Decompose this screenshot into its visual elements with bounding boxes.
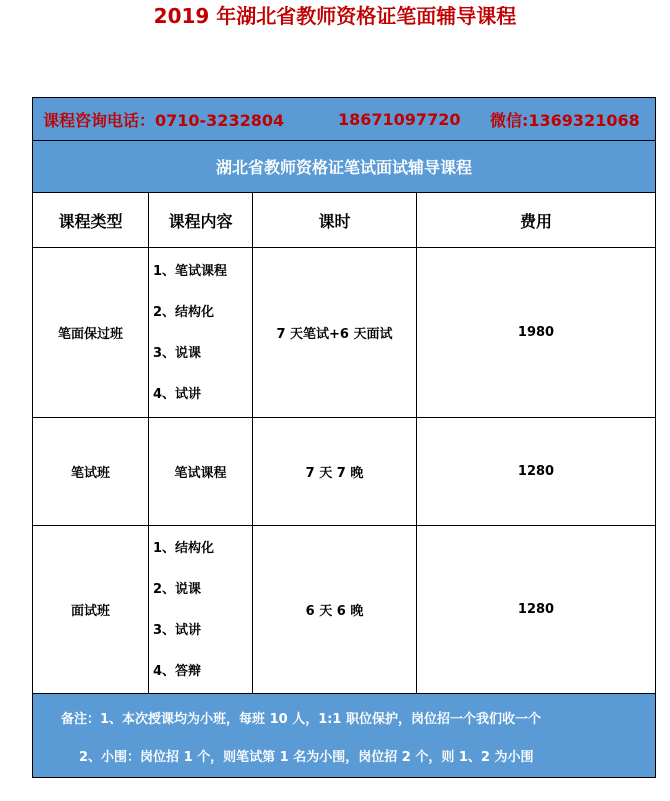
content-item: 2、说课	[153, 581, 202, 597]
content-item: 4、试讲	[153, 386, 202, 402]
table-subtitle: 湖北省教师资格证笔试面试辅导课程	[33, 141, 655, 193]
content-item: 3、试讲	[153, 622, 202, 638]
course-type-cell: 面试班	[33, 526, 149, 694]
content-item: 3、说课	[153, 345, 202, 361]
course-table	[32, 97, 656, 778]
course-hours-cell: 7 天笔试+6 天面试	[253, 248, 417, 418]
note-line: 2、小围：岗位招 1 个，则笔试第 1 名为小围，岗位招 2 个，则 1、2 为小围	[79, 750, 534, 765]
course-fee-cell: 1980	[417, 248, 655, 418]
contact-bar	[33, 98, 655, 141]
header-type: 课程类型	[33, 193, 149, 248]
header-fee: 费用	[417, 193, 655, 248]
notes-section	[33, 694, 655, 777]
course-type-cell: 笔面保过班	[33, 248, 149, 418]
course-hours-cell: 7 天 7 晚	[253, 418, 417, 526]
contact-mobile: 18671097720	[338, 109, 461, 129]
header-content: 课程内容	[149, 193, 253, 248]
course-content-cell: 笔试课程	[149, 418, 253, 526]
header-hours: 课时	[253, 193, 417, 248]
course-hours-cell: 6 天 6 晚	[253, 526, 417, 694]
course-type-cell: 笔试班	[33, 418, 149, 526]
contact-phone: 课程咨询电话：0710-3232804	[43, 110, 285, 130]
page-title: 2019 年湖北省教师资格证笔面辅导课程	[153, 4, 517, 28]
note-line: 备注：1、本次授课均为小班，每班 10 人，1:1 职位保护，岗位招一个我们收一个	[61, 712, 542, 727]
course-fee-cell: 1280	[417, 526, 655, 694]
content-item: 1、结构化	[153, 540, 215, 556]
course-fee-cell: 1280	[417, 418, 655, 526]
content-item: 1、笔试课程	[153, 263, 228, 279]
content-item: 2、结构化	[153, 304, 215, 320]
contact-wechat: 微信:1369321068	[490, 110, 640, 130]
content-item: 4、答辩	[153, 663, 202, 679]
course-content-cell	[149, 526, 253, 694]
course-content-cell	[149, 248, 253, 418]
